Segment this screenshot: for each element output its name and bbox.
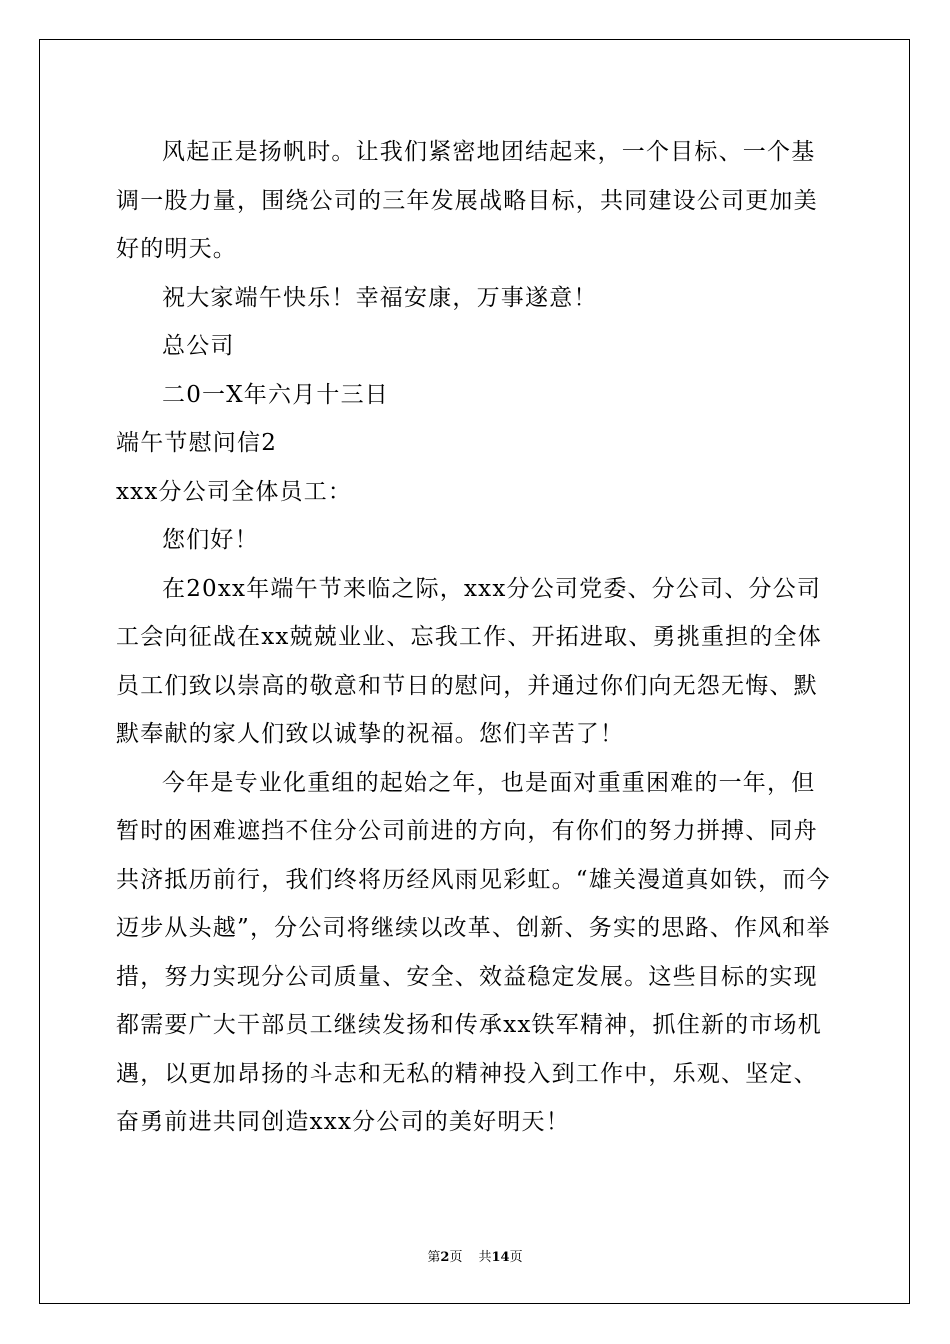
paragraph-closing: 风起正是扬帆时。让我们紧密地团结起来，一个目标、一个基调一股力量，围绕公司的三年发展战略目标，共同建设公司更加美好的明天。 [116, 139, 818, 262]
paragraph-greeting-wish: 祝大家端午快乐！幸福安康，万事遂意！ [162, 284, 598, 311]
page-footer [0, 1250, 950, 1266]
total-unit: 页 [509, 1250, 523, 1265]
page-total: 14 [491, 1250, 510, 1265]
document-body [116, 128, 836, 1147]
paragraph-outlook: 今年是专业化重组的起始之年，也是面对重重困难的一年，但暂时的困难遮挡不住分公司前进的方向，有你们的努力拼搏、同舟共济抵历前行，我们终将历经风雨见彩虹。“雄关漫道真如铁，而今迈步从头越”，分公司将继续以改革、创新、务实的思路、作风和举措，努力实现分公司质量、安全、效益稳定发展。这些目标的实现都需要广大干部员工继续发扬和传承xx铁军精神，抓住新的市场机遇，以更加昂扬的斗志和无私的精神投入到工作中，乐观、坚定、奋勇前进共同创造xxx分公司的美好明天！ [116, 769, 831, 1135]
signature-date: 二0一X年六月十三日 [162, 381, 390, 408]
signature-sender: 总公司 [162, 333, 235, 359]
page-current: 2 [440, 1250, 450, 1265]
total-prefix: 共 [478, 1250, 492, 1265]
page-unit: 页 [449, 1250, 463, 1265]
greeting: 您们好！ [162, 527, 259, 553]
salutation: xxx分公司全体员工： [116, 478, 353, 505]
section-title: 端午节慰问信2 [116, 430, 278, 456]
page-prefix: 第 [427, 1250, 441, 1265]
paragraph-holiday-message: 在20xx年端午节来临之际，xxx分公司党委、分公司、分公司工会向征战在xx兢兢业业、忘我工作、开拓进取、勇挑重担的全体员工们致以崇高的敬意和节日的慰问，并通过你们向无怨无悔、默默奉献的家人们致以诚挚的祝福。您们辛苦了！ [116, 575, 822, 747]
